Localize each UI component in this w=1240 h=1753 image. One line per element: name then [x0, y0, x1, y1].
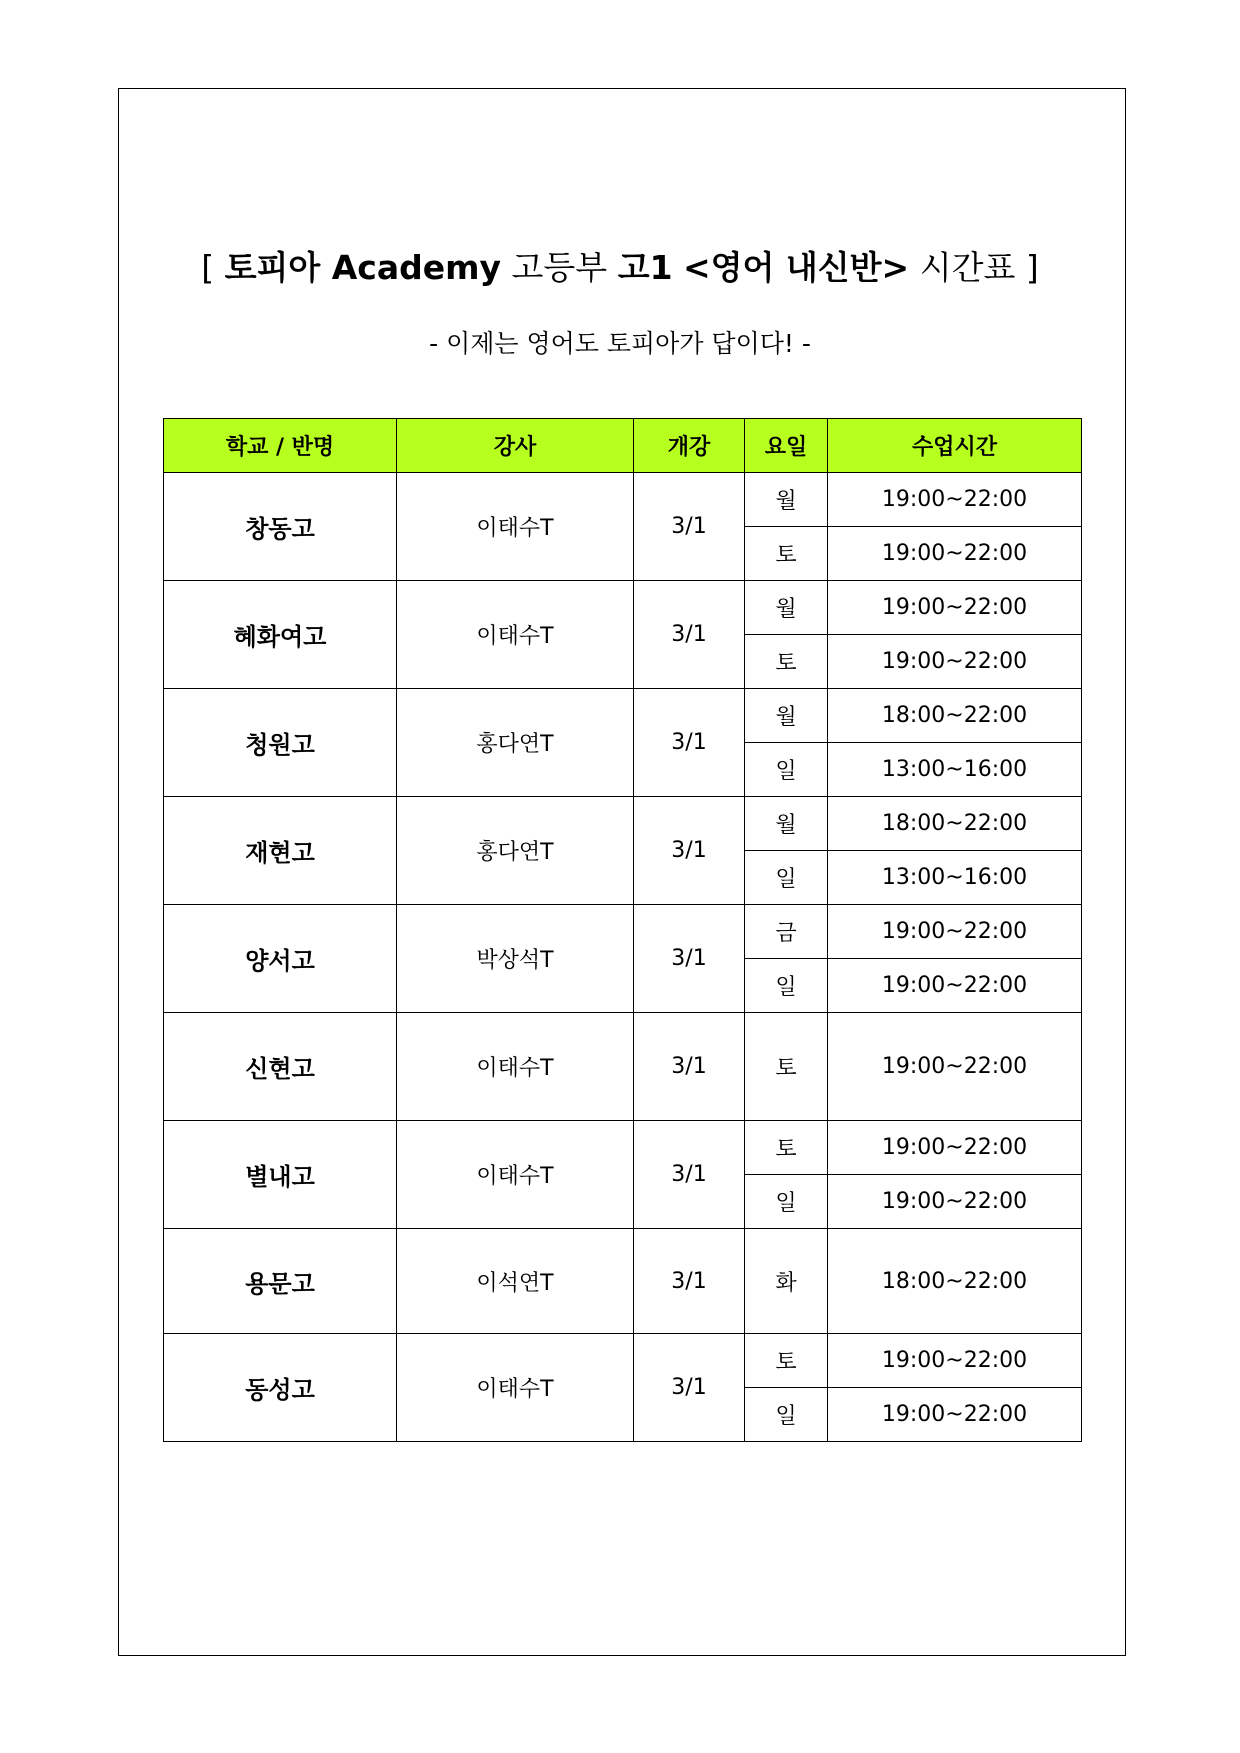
- title-division: 고등부: [511, 248, 608, 287]
- time-cell: 19:00~22:00: [828, 581, 1082, 635]
- day-cell: 금: [745, 905, 828, 959]
- time-cell: 19:00~22:00: [828, 1388, 1082, 1442]
- school-cell: 재현고: [164, 797, 397, 905]
- day-cell: 토: [745, 527, 828, 581]
- time-cell: 19:00~22:00: [828, 635, 1082, 689]
- title-bracket-open: [: [201, 248, 215, 287]
- table-row: [164, 1013, 1082, 1121]
- start-cell: 3/1: [634, 581, 745, 689]
- teacher-cell: 홍다연T: [397, 689, 634, 797]
- school-cell: 양서고: [164, 905, 397, 1013]
- day-cell: 토: [745, 1121, 828, 1175]
- time-cell: 18:00~22:00: [828, 1229, 1082, 1334]
- schedule-table: [163, 418, 1082, 1442]
- time-cell: 19:00~22:00: [828, 959, 1082, 1013]
- day-cell: 월: [745, 473, 828, 527]
- teacher-cell: 박상석T: [397, 905, 634, 1013]
- start-cell: 3/1: [634, 797, 745, 905]
- start-cell: 3/1: [634, 1013, 745, 1121]
- time-cell: 13:00~16:00: [828, 743, 1082, 797]
- header-row: [164, 419, 1082, 473]
- page-subtitle: - 이제는 영어도 토피아가 답이다! -: [429, 329, 811, 358]
- school-cell: 별내고: [164, 1121, 397, 1229]
- table-row: [164, 473, 1082, 527]
- day-cell: 월: [745, 581, 828, 635]
- day-cell: 월: [745, 689, 828, 743]
- school-cell: 신현고: [164, 1013, 397, 1121]
- day-cell: 월: [745, 797, 828, 851]
- table-row: [164, 797, 1082, 851]
- table-row: [164, 905, 1082, 959]
- header-time: 수업시간: [828, 419, 1082, 473]
- title-class-name: <영어 내신반>: [683, 248, 910, 287]
- start-cell: 3/1: [634, 689, 745, 797]
- teacher-cell: 이태수T: [397, 473, 634, 581]
- school-cell: 혜화여고: [164, 581, 397, 689]
- header-day: 요일: [745, 419, 828, 473]
- time-cell: 19:00~22:00: [828, 1334, 1082, 1388]
- teacher-cell: 이태수T: [397, 1334, 634, 1442]
- school-cell: 창동고: [164, 473, 397, 581]
- time-cell: 19:00~22:00: [828, 1175, 1082, 1229]
- teacher-cell: 이태수T: [397, 1013, 634, 1121]
- school-cell: 용문고: [164, 1229, 397, 1334]
- day-cell: 일: [745, 959, 828, 1013]
- start-cell: 3/1: [634, 1121, 745, 1229]
- start-cell: 3/1: [634, 1334, 745, 1442]
- title-bracket-close: ]: [1025, 248, 1039, 287]
- start-cell: 3/1: [634, 905, 745, 1013]
- start-cell: 3/1: [634, 473, 745, 581]
- time-cell: 19:00~22:00: [828, 905, 1082, 959]
- day-cell: 일: [745, 1175, 828, 1229]
- table-row: [164, 689, 1082, 743]
- day-cell: 토: [745, 1013, 828, 1121]
- teacher-cell: 이석연T: [397, 1229, 634, 1334]
- teacher-cell: 홍다연T: [397, 797, 634, 905]
- page-title: [0, 244, 1240, 292]
- header-school: 학교 / 반명: [164, 419, 397, 473]
- time-cell: 18:00~22:00: [828, 689, 1082, 743]
- time-cell: 19:00~22:00: [828, 473, 1082, 527]
- table-row: [164, 1229, 1082, 1334]
- teacher-cell: 이태수T: [397, 581, 634, 689]
- header-start: 개강: [634, 419, 745, 473]
- school-cell: 동성고: [164, 1334, 397, 1442]
- time-cell: 19:00~22:00: [828, 1013, 1082, 1121]
- day-cell: 일: [745, 743, 828, 797]
- header-teacher: 강사: [397, 419, 634, 473]
- day-cell: 토: [745, 1334, 828, 1388]
- time-cell: 19:00~22:00: [828, 527, 1082, 581]
- time-cell: 13:00~16:00: [828, 851, 1082, 905]
- day-cell: 일: [745, 851, 828, 905]
- table-row: [164, 1121, 1082, 1175]
- title-timetable: 시간표: [919, 248, 1016, 287]
- start-cell: 3/1: [634, 1229, 745, 1334]
- teacher-cell: 이태수T: [397, 1121, 634, 1229]
- time-cell: 18:00~22:00: [828, 797, 1082, 851]
- time-cell: 19:00~22:00: [828, 1121, 1082, 1175]
- table-row: [164, 1334, 1082, 1388]
- day-cell: 화: [745, 1229, 828, 1334]
- title-grade: 고1: [617, 248, 673, 287]
- title-academy: 토피아 Academy: [224, 248, 502, 287]
- school-cell: 청원고: [164, 689, 397, 797]
- table-row: [164, 581, 1082, 635]
- day-cell: 토: [745, 635, 828, 689]
- day-cell: 일: [745, 1388, 828, 1442]
